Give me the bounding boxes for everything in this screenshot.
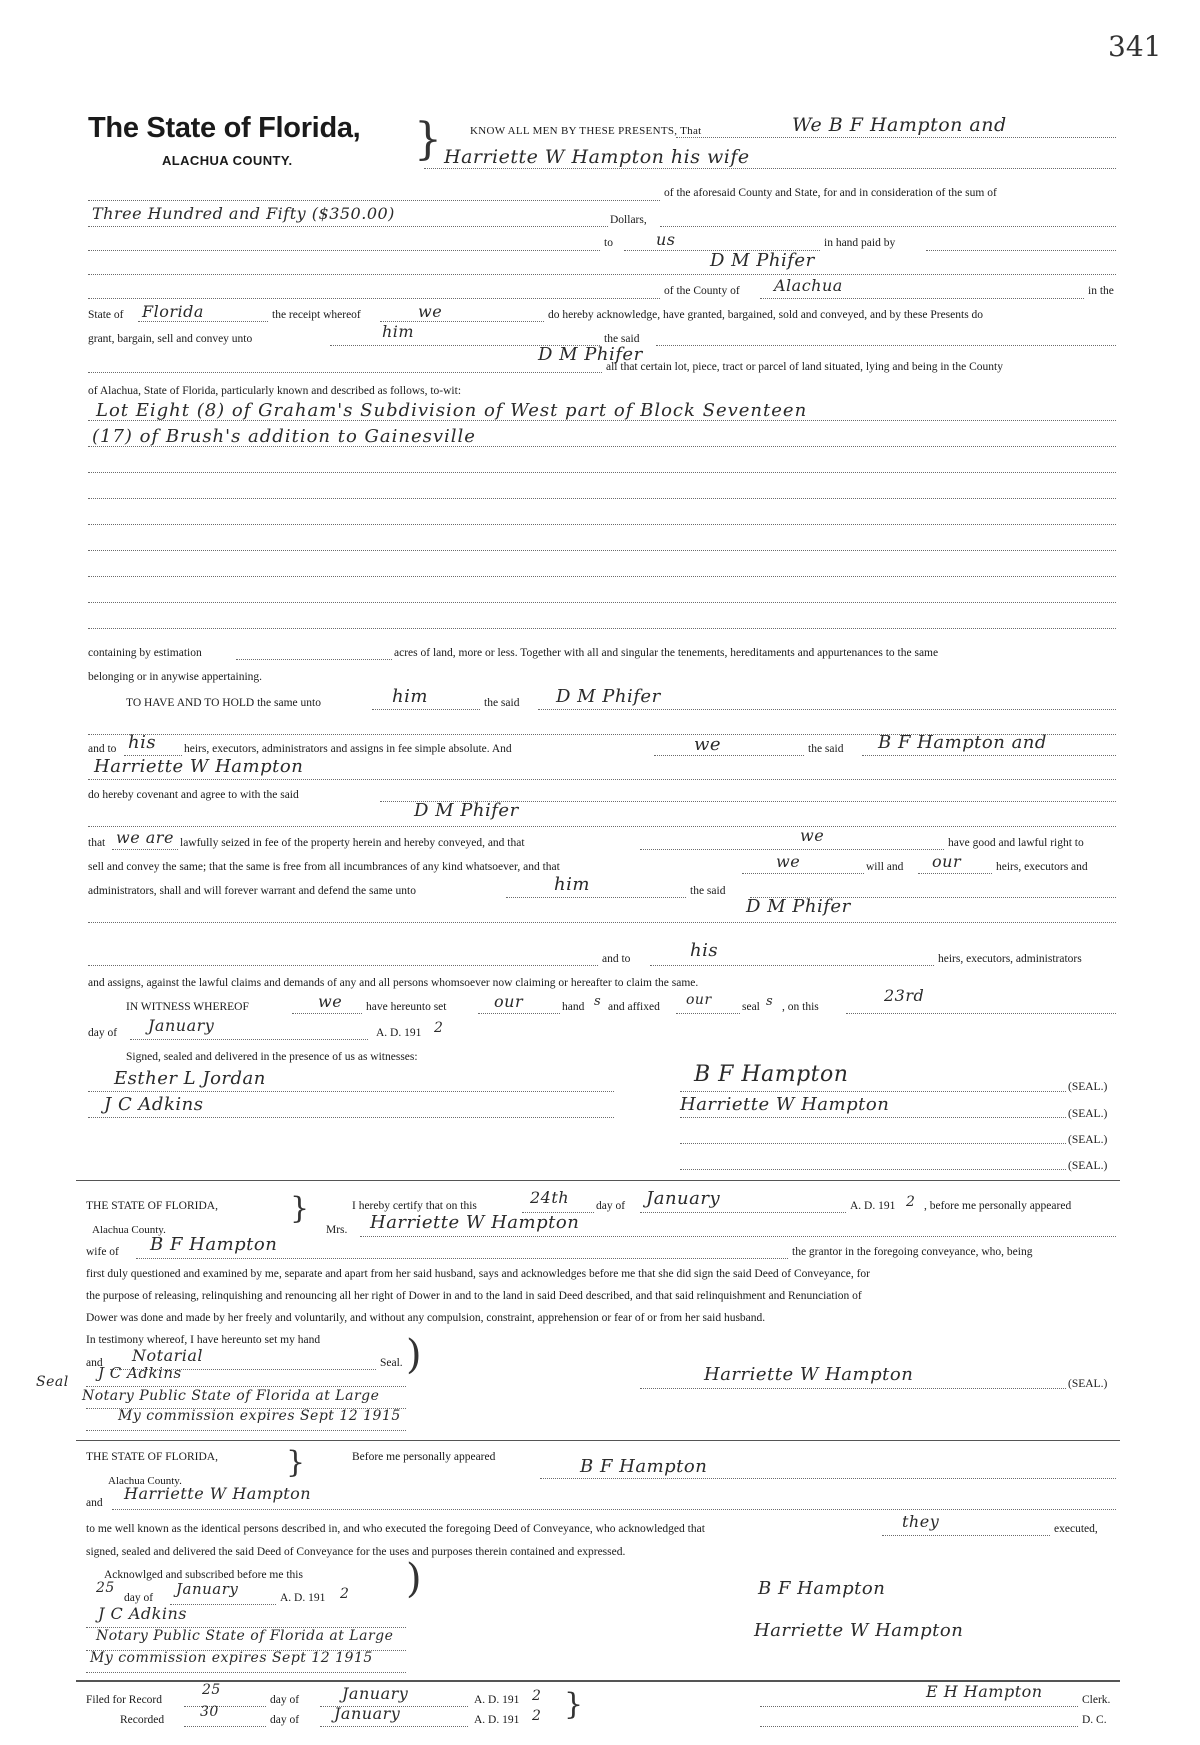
county-hw: Alachua <box>774 276 843 295</box>
cert1-seal-word: Seal. <box>380 1357 403 1369</box>
fill-line <box>676 1013 740 1014</box>
cert2-notary-hw-2: Notary Public State of Florida at Large <box>96 1628 394 1644</box>
his-hw-2: his <box>690 940 719 961</box>
grantee-pron-hw: him <box>382 322 415 341</box>
grantor-hw-b: Harriette W Hampton <box>94 756 304 777</box>
witness-line <box>88 1091 614 1092</box>
fill-line <box>88 200 660 201</box>
filed-year-hw: 2 <box>532 1688 542 1704</box>
fill-line <box>88 524 1116 525</box>
fill-line <box>676 137 1116 138</box>
fill-line <box>88 602 1116 603</box>
cert2-ack: Acknowlged and subscribed before me this <box>104 1569 303 1581</box>
fill-line <box>372 709 480 710</box>
fill-line <box>640 1212 846 1213</box>
have-set-label: have hereunto set <box>366 1001 447 1013</box>
witness-date-hw: 23rd <box>884 986 925 1005</box>
recorded-label: Recorded <box>120 1714 165 1726</box>
state-of-label: State of <box>88 309 124 321</box>
fill-line <box>88 826 1116 827</box>
seized-hw: we <box>800 826 825 845</box>
description-hw-1: Lot Eight (8) of Graham's Subdivision of West part of Block Seventeen <box>96 400 808 421</box>
fill-line <box>88 779 1116 780</box>
grantor-hw-a: B F Hampton and <box>878 732 1047 753</box>
cert1-day-hw: 24th <box>530 1188 570 1207</box>
rec-year-hw: 2 <box>532 1708 542 1724</box>
section-divider <box>76 1180 1120 1181</box>
in-the-label: in the <box>1088 285 1114 297</box>
cert1-testimony: In testimony whereof, I have hereunto set my hand <box>86 1334 321 1346</box>
grantors-hw-1: We B F Hampton and <box>792 114 1007 136</box>
fill-line <box>846 1013 1116 1014</box>
cert1-seal: (SEAL.) <box>1068 1378 1108 1390</box>
amount-hw: Three Hundred and Fifty ($350.00) <box>92 204 395 223</box>
fill-line <box>862 755 1116 756</box>
fill-line <box>650 965 934 966</box>
receipt-label: the receipt whereof <box>272 309 361 321</box>
payer-hw: D M Phifer <box>710 250 815 271</box>
filed-day-of: day of <box>270 1694 300 1706</box>
cert2-known: to me well known as the identical persons described in, and who executed the foregoing Deed of Conveyance, who acknowledged that <box>86 1523 705 1535</box>
cert2-state: THE STATE OF FLORIDA, <box>86 1451 218 1463</box>
cert2-month-hw: January <box>176 1580 239 1598</box>
section-divider <box>76 1440 1120 1441</box>
cert2-day-of: day of <box>124 1592 154 1604</box>
filed-month-hw: January <box>342 1684 409 1703</box>
grantor-sig-2-hw: Harriette W Hampton <box>680 1094 890 1115</box>
fill-line <box>88 446 1116 447</box>
cert2-executed: executed, <box>1054 1523 1098 1535</box>
seal-4: (SEAL.) <box>1068 1160 1108 1172</box>
of-county-label: of the County of <box>664 285 740 297</box>
dollars-label: Dollars, <box>610 214 647 226</box>
witness-sig-1-hw: Esther L Jordan <box>114 1068 266 1089</box>
fill-line <box>88 576 1116 577</box>
fill-line <box>236 659 392 660</box>
cert2-person-hw-1: B F Hampton <box>580 1456 708 1477</box>
cert2-ad: A. D. 191 <box>280 1592 326 1604</box>
header-brace: } <box>414 114 442 165</box>
cert1-day-of: day of <box>596 1200 626 1212</box>
clerk-label: Clerk. <box>1082 1694 1111 1706</box>
cert1-wife-of: wife of <box>86 1246 119 1258</box>
cert1-month-hw: January <box>646 1188 721 1209</box>
good-right-text: have good and lawful right to <box>948 837 1084 849</box>
fill-line <box>760 1706 1078 1707</box>
seized-text: lawfully seized in fee of the property herein and hereby conveyed, and that <box>180 837 525 849</box>
cert2-notary-hw-1: J C Adkins <box>98 1604 187 1623</box>
seal-hw: s <box>766 994 774 1009</box>
cert2-person-hw-2: Harriette W Hampton <box>124 1484 312 1503</box>
witness-month-hw: January <box>148 1016 215 1035</box>
fill-line <box>360 1236 1116 1237</box>
cert1-sig-hw: Harriette W Hampton <box>704 1364 914 1385</box>
cert1-grantor: the grantor in the foregoing conveyance, who, being <box>792 1246 1033 1258</box>
cert1-p3: Dower was done and made by her freely and voluntarily, and without any compulsion, constraint, apprehension or fear of or from her said husband. <box>86 1312 766 1324</box>
document-title: The State of Florida, <box>88 112 361 144</box>
heirs-exec-text: heirs, executors and <box>996 861 1088 873</box>
cert1-and: and <box>86 1357 103 1369</box>
witness-lead: IN WITNESS WHEREOF <box>126 1001 249 1013</box>
rec-month-hw: January <box>334 1704 401 1723</box>
we-hw: we <box>694 734 722 755</box>
fill-line <box>506 897 686 898</box>
fill-line <box>424 168 1116 169</box>
fill-line <box>112 1509 1116 1510</box>
cert2-they-hw: they <box>902 1512 940 1531</box>
cert1-ad: A. D. 191 <box>850 1200 896 1212</box>
fill-line <box>88 472 1116 473</box>
to-label: to <box>604 237 613 249</box>
witness-we-hw: we <box>318 992 343 1011</box>
fill-line <box>760 1726 1078 1727</box>
consideration-text: of the aforesaid County and State, for and in consideration of the sum of <box>664 187 997 199</box>
grantors-hw-2: Harriette W Hampton his wife <box>444 146 750 168</box>
description-hw-2: (17) of Brush's addition to Gainesville <box>92 426 476 447</box>
will-and-label: will and <box>866 861 904 873</box>
the-said-2: the said <box>808 743 844 755</box>
cert2-and: and <box>86 1497 103 1509</box>
fill-line <box>136 1258 788 1259</box>
that-label: that <box>88 837 106 849</box>
cert1-year-hw: 2 <box>906 1194 916 1210</box>
seal-label-inline: seal <box>742 1001 760 1013</box>
signed-witnesses-label: Signed, sealed and delivered in the presence of us as witnesses: <box>126 1051 418 1063</box>
fill-line <box>112 849 178 850</box>
sell-convey-text: sell and convey the same; that the same is free from all incumbrances of any kind whatsoever, and that <box>88 861 560 873</box>
heirs-fee-text: heirs, executors, administrators and assigns in fee simple absolute. And <box>184 743 512 755</box>
fill-line <box>88 372 602 373</box>
rec-day-hw: 30 <box>200 1704 219 1720</box>
sig-line <box>640 1388 1066 1389</box>
cert2-brace-2: ) <box>406 1556 422 1602</box>
the-said-label: the said <box>604 333 640 345</box>
cert1-p2: the purpose of releasing, relinquishing and renouncing all her right of Dower in and to the land in said Deed described, and that said relinquishment and Renunciation of <box>86 1290 862 1302</box>
cert1-stamp-hw: Seal <box>36 1374 69 1390</box>
county-heading: ALACHUA COUNTY. <box>162 153 293 168</box>
fill-line <box>88 226 608 227</box>
fill-line <box>760 298 1084 299</box>
seal-3: (SEAL.) <box>1068 1134 1108 1146</box>
fill-line <box>656 345 1116 346</box>
cert1-husband-hw: B F Hampton <box>150 1234 278 1255</box>
cert2-sig-hw-1: B F Hampton <box>758 1578 886 1599</box>
on-this-label: , on this <box>782 1001 819 1013</box>
fill-line <box>138 321 268 322</box>
fill-line <box>88 498 1116 499</box>
hold-pron-hw: him <box>392 686 428 707</box>
fill-line <box>320 1726 468 1727</box>
sig-line <box>680 1169 1066 1170</box>
intro-text: KNOW ALL MEN BY THESE PRESENTS, That <box>470 125 702 137</box>
alachua-lead-text: of Alachua, State of Florida, particularly known and described as follows, to-wit: <box>88 385 462 397</box>
filed-label: Filed for Record <box>86 1694 163 1706</box>
fill-line <box>88 420 1116 421</box>
covenant-label: do hereby covenant and agree to with the said <box>88 789 299 801</box>
cert2-year-hw: 2 <box>340 1586 350 1602</box>
covenant-hw: D M Phifer <box>414 800 519 821</box>
sig-line <box>680 1117 1066 1118</box>
in-hand-label: in hand paid by <box>824 237 896 249</box>
cert2-day-hw: 25 <box>96 1580 115 1596</box>
fill-line <box>184 1726 266 1727</box>
fill-line <box>88 250 600 251</box>
fill-line <box>882 1535 1050 1536</box>
witness-our-hw: our <box>494 992 524 1011</box>
fill-line <box>88 550 1116 551</box>
heirs-exec-2: heirs, executors, administrators <box>938 953 1082 965</box>
cert1-notarial-hw: Notarial <box>132 1346 204 1365</box>
rec-day-of: day of <box>270 1714 300 1726</box>
fill-line <box>86 1430 406 1431</box>
cert2-sig-hw-2: Harriette W Hampton <box>754 1620 964 1641</box>
fill-line <box>538 709 1116 710</box>
cert1-before: , before me personally appeared <box>924 1200 1072 1212</box>
witness-line <box>88 1117 614 1118</box>
fill-line <box>88 628 1116 629</box>
witness-year-hw: 2 <box>434 1020 444 1036</box>
cert1-notary-hw-1: J C Adkins <box>98 1364 182 1382</box>
rec-ad: A. D. 191 <box>474 1714 520 1726</box>
hand-label: hand <box>562 1001 585 1013</box>
grantee-hw: D M Phifer <box>538 344 643 365</box>
the-said-3: the said <box>690 885 726 897</box>
fill-line <box>130 1039 368 1040</box>
his-hw: his <box>128 732 157 753</box>
grant-line-label: grant, bargain, sell and convey unto <box>88 333 253 345</box>
witness-sig-2-hw: J C Adkins <box>104 1094 204 1115</box>
and-to-2: and to <box>602 953 631 965</box>
cert1-mrs-hw: Harriette W Hampton <box>370 1212 580 1233</box>
our-hw: our <box>932 852 962 871</box>
acknowledge-text: do hereby acknowledge, have granted, bargained, sold and conveyed, and by these Presents do <box>548 309 984 321</box>
witness-our-hw-2: our <box>686 992 712 1008</box>
seal-2: (SEAL.) <box>1068 1108 1108 1120</box>
cert2-county: Alachua County. <box>108 1475 182 1487</box>
fill-line <box>478 1013 560 1014</box>
cert1-state: THE STATE OF FLORIDA, <box>86 1200 218 1212</box>
cert1-county: Alachua County. <box>92 1224 166 1236</box>
to-hw: us <box>656 230 676 249</box>
fill-line <box>88 298 660 299</box>
state-hw: Florida <box>142 302 204 321</box>
clerk-hw: E H Hampton <box>926 1682 1043 1701</box>
grantor-sig-1-hw: B F Hampton <box>694 1062 849 1087</box>
that-hw: we are <box>116 828 174 847</box>
fill-line <box>184 1706 266 1707</box>
belonging-text: belonging or in anywise appertaining. <box>88 671 263 683</box>
filed-ad: A. D. 191 <box>474 1694 520 1706</box>
fill-line <box>540 1478 1116 1479</box>
affixed-label: and affixed <box>608 1001 660 1013</box>
fill-line <box>742 873 864 874</box>
ad-label: A. D. 191 <box>376 1027 422 1039</box>
filed-day-hw: 25 <box>202 1682 221 1698</box>
will-hw: we <box>776 852 801 871</box>
cert2-before: Before me personally appeared <box>352 1451 496 1463</box>
sig-line <box>680 1091 1066 1092</box>
cert2-notary-hw-3: My commission expires Sept 12 1915 <box>90 1650 373 1666</box>
land-lead-text: all that certain lot, piece, tract or parcel of land situated, lying and being in the County <box>606 361 1003 373</box>
fill-line <box>660 226 1116 227</box>
assigns-text: and assigns, against the lawful claims and demands of any and all persons whomsoever now claiming or hereafter to claim the same. <box>88 977 699 989</box>
admin-text: administrators, shall and will forever warrant and defend the same unto <box>88 885 416 897</box>
fill-line <box>88 274 1116 275</box>
fill-line <box>86 1386 406 1387</box>
receipt-hw: we <box>418 302 443 321</box>
cert1-notary-hw-3: My commission expires Sept 12 1915 <box>118 1408 401 1424</box>
day-of-label: day of <box>88 1027 118 1039</box>
fill-line <box>654 755 804 756</box>
fill-line <box>926 250 1116 251</box>
fill-line <box>88 922 1116 923</box>
cert1-notary-hw-2: Notary Public State of Florida at Large <box>82 1388 380 1404</box>
fill-line <box>918 873 992 874</box>
hold-name-hw: D M Phifer <box>556 686 661 707</box>
cert1-brace: } <box>290 1191 310 1226</box>
hold-the-said: the said <box>484 697 520 709</box>
cert1-mrs: Mrs. <box>326 1224 348 1236</box>
hand-hw: s <box>594 994 602 1009</box>
cert1-brace-2: ) <box>406 1332 422 1378</box>
record-brace: } <box>564 1687 584 1722</box>
dc-label: D. C. <box>1082 1714 1107 1726</box>
fill-line <box>292 1013 362 1014</box>
cert2-signed: signed, sealed and delivered the said Deed of Conveyance for the uses and purposes therein contained and expressed. <box>86 1546 626 1558</box>
acres-text: acres of land, more or less. Together with all and singular the tenements, hereditaments and appurtenances to the same <box>394 647 939 659</box>
cert2-brace: } <box>286 1445 306 1480</box>
admin-hw: him <box>554 874 590 895</box>
seal-1: (SEAL.) <box>1068 1081 1108 1093</box>
cert1-p1: first duly questioned and examined by me, separate and apart from her said husband, says and acknowledges before me that she did sign the said Deed of Conveyance, for <box>86 1268 870 1280</box>
cert1-certify: I hereby certify that on this <box>352 1200 477 1212</box>
sig-line <box>680 1143 1066 1144</box>
fill-line <box>86 1672 406 1673</box>
defend-hw: D M Phifer <box>746 896 851 917</box>
fill-line <box>640 849 944 850</box>
page-number: 341 <box>1108 30 1162 63</box>
fill-line <box>88 965 598 966</box>
have-hold-label: TO HAVE AND TO HOLD the same unto <box>126 697 321 709</box>
and-to-label: and to <box>88 743 117 755</box>
containing-label: containing by estimation <box>88 647 202 659</box>
